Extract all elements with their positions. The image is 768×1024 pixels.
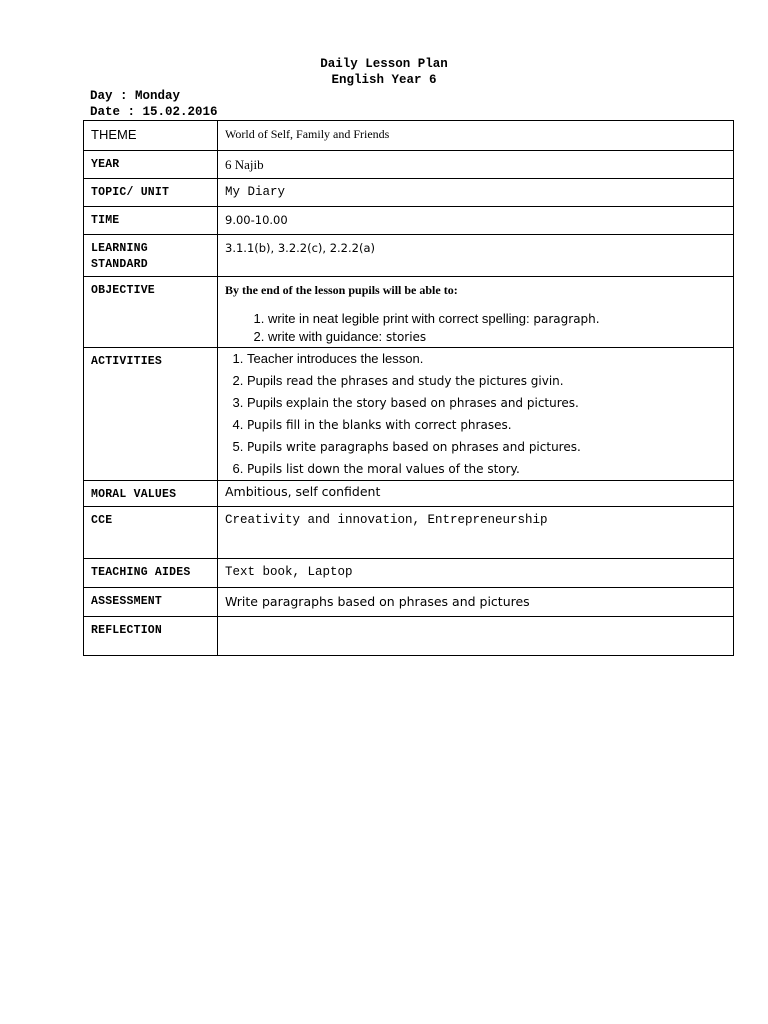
row-activities <box>84 348 734 481</box>
theme-label-cell <box>84 121 218 151</box>
year-label: YEAR <box>91 158 120 171</box>
teaching-aides-value: Text book, Laptop <box>225 565 353 579</box>
learning-standard-label-line2: STANDARD <box>91 258 148 271</box>
year-value-cell <box>218 151 734 179</box>
assessment-label: ASSESSMENT <box>91 595 163 608</box>
row-year <box>84 151 734 179</box>
objective-item <box>268 310 733 328</box>
activity-detail: read the phrases and study the pictures givin. <box>282 374 564 388</box>
topic-label: TOPIC/ UNIT <box>91 186 170 199</box>
activity-main: Teacher introduces the lesson. <box>247 351 424 366</box>
row-topic <box>84 179 734 207</box>
activity-item <box>247 370 733 392</box>
activity-main: Pupils <box>247 373 283 388</box>
learning-standard-value: 3.1.1(b), 3.2.2(c), 2.2.2(a) <box>225 241 375 255</box>
assessment-value: Write paragraphs based on phrases and pictures <box>225 594 530 609</box>
activity-item <box>247 436 733 458</box>
objective-item-extra: paragraph. <box>529 312 600 326</box>
learning-standard-label <box>84 235 217 273</box>
row-assessment <box>84 588 734 617</box>
activity-item <box>247 348 733 370</box>
time-value-cell <box>218 207 734 235</box>
reflection-label-cell <box>84 617 218 656</box>
activities-value-cell <box>218 348 734 481</box>
moral-values-label: MORAL VALUES <box>91 488 177 501</box>
activity-item <box>247 414 733 436</box>
lesson-plan-table <box>83 120 734 656</box>
learning-standard-value-cell <box>218 235 734 277</box>
cce-label: CCE <box>91 514 113 527</box>
activities-label-cell <box>84 348 218 481</box>
objective-intro: By the end of the lesson pupils will be able to: <box>225 283 458 297</box>
theme-label: THEME <box>91 127 137 142</box>
year-value: 6 Najib <box>225 157 264 172</box>
assessment-label-cell <box>84 588 218 617</box>
objective-item-main: write with guidance: <box>268 329 383 344</box>
activities-label: ACTIVITIES <box>91 355 163 368</box>
objective-item-extra: stories <box>382 330 427 344</box>
time-label-cell <box>84 207 218 235</box>
activity-item <box>247 392 733 414</box>
time-value: 9.00-10.00 <box>225 213 288 227</box>
topic-value-cell <box>218 179 734 207</box>
activity-detail: plain the story based on phrases and pictures. <box>299 396 579 410</box>
teaching-aides-value-cell <box>218 559 734 588</box>
row-learning-standard <box>84 235 734 277</box>
objective-label-cell <box>84 277 218 348</box>
objective-value-cell <box>218 277 734 348</box>
row-theme <box>84 121 734 151</box>
row-moral-values <box>84 481 734 507</box>
assessment-value-cell <box>218 588 734 617</box>
topic-label-cell <box>84 179 218 207</box>
theme-value-cell <box>218 121 734 151</box>
row-teaching-aides <box>84 559 734 588</box>
row-time <box>84 207 734 235</box>
objective-item <box>268 328 733 346</box>
row-objective <box>84 277 734 348</box>
objective-list <box>218 298 733 346</box>
row-cce <box>84 507 734 559</box>
document-subtitle: English Year 6 <box>331 73 437 87</box>
row-reflection <box>84 617 734 656</box>
moral-values-value-cell <box>218 481 734 507</box>
learning-standard-label-cell <box>84 235 218 277</box>
cce-value: Creativity and innovation, Entrepreneurship <box>225 513 548 527</box>
time-label: TIME <box>91 214 120 227</box>
document-title: Daily Lesson Plan <box>320 57 448 71</box>
topic-value: My Diary <box>225 185 286 199</box>
reflection-value-cell <box>218 617 734 656</box>
reflection-label: REFLECTION <box>91 624 163 637</box>
theme-value: World of Self, Family and Friends <box>225 127 390 141</box>
activity-item <box>247 458 733 480</box>
objective-label: OBJECTIVE <box>91 284 155 297</box>
cce-value-cell <box>218 507 734 559</box>
moral-values-label-cell <box>84 481 218 507</box>
reflection-value <box>218 617 733 623</box>
activity-main: Pupils ex <box>247 395 300 410</box>
cce-label-cell <box>84 507 218 559</box>
learning-standard-label-line1: LEARNING <box>91 242 148 255</box>
activity-detail: Pupils write paragraphs based on phrases and pictures. <box>247 440 581 454</box>
activities-list <box>218 348 733 480</box>
activity-detail: Pupils fill in the blanks with correct phrases. <box>247 418 512 432</box>
activity-detail: Pupils list down the moral values of the story. <box>247 462 520 476</box>
objective-item-main: write in neat legible print with correct spelling: <box>268 311 530 326</box>
moral-values-value: Ambitious, self confident <box>225 484 381 499</box>
year-label-cell <box>84 151 218 179</box>
date-line: Date : 15.02.2016 <box>90 105 218 119</box>
teaching-aides-label: TEACHING AIDES <box>91 566 191 579</box>
day-line: Day : Monday <box>90 89 181 103</box>
teaching-aides-label-cell <box>84 559 218 588</box>
